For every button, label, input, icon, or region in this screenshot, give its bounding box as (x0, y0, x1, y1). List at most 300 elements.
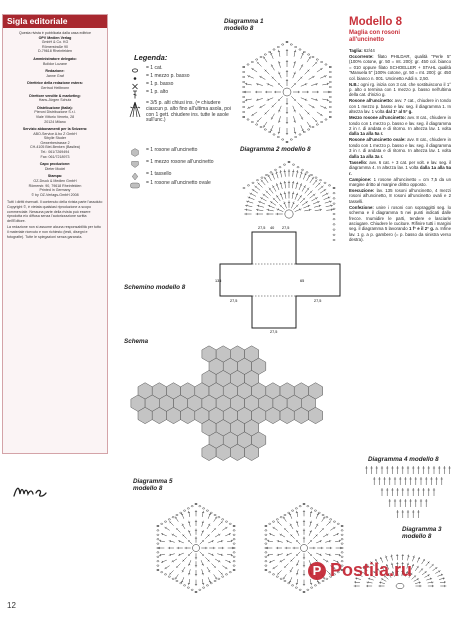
sigla-line-stampa-3: © by OZ-Verlags-GmbH 2008 (31, 192, 79, 197)
chain-mark (265, 530, 267, 531)
chain-mark (307, 589, 309, 590)
diagram-2-title-line1: Diagramma 2 modello 8 (240, 146, 311, 153)
sigla-line-admin-0: Bolidor Luzane (43, 61, 67, 66)
chain-mark (251, 121, 253, 122)
chain-mark (265, 534, 267, 535)
sigla-line-direzione-0: Gertrud Heilbronn (40, 85, 70, 90)
chain-mark (282, 139, 284, 140)
stitch-mark (293, 72, 296, 78)
chain-mark (315, 177, 317, 178)
stitch-bar (296, 522, 298, 523)
stitch-mark (324, 197, 331, 200)
chain-mark (273, 134, 275, 135)
sigla-line-publisher-2: D-79618 Rheinfelden (38, 49, 72, 54)
ring-center (285, 210, 293, 218)
stitch-mark (310, 194, 316, 198)
stitch-bar (215, 578, 217, 579)
chain-mark (265, 565, 267, 566)
stitch-mark (307, 56, 311, 62)
chain-mark (333, 193, 335, 194)
stitch-mark (178, 541, 184, 543)
chain-mark (288, 161, 290, 162)
stitch-mark (320, 528, 324, 532)
chain-mark (243, 106, 245, 107)
stitch-bar (294, 121, 296, 122)
stitch-mark (313, 201, 320, 204)
stitch-mark (285, 169, 286, 176)
stitch-mark (205, 534, 209, 538)
stitch-mark (277, 541, 283, 543)
chain-mark (316, 124, 318, 125)
chain-mark (243, 81, 245, 82)
chain-mark (243, 187, 245, 188)
stitch-mark (326, 210, 333, 211)
chain-mark (303, 51, 305, 52)
chain-mark (168, 519, 170, 520)
modello-8-instructions (349, 48, 451, 243)
stitch-mark (296, 182, 298, 189)
chain-mark (341, 539, 343, 540)
legend-item-mezzo-rosone (124, 160, 234, 169)
stitch-mark (277, 554, 283, 556)
stitch-bar (309, 57, 311, 58)
stitch-bar (252, 68, 253, 70)
sigla-block-direzione (7, 81, 103, 90)
stitch-bar (276, 196, 278, 197)
stitch-bar (188, 573, 190, 574)
chain-mark (312, 56, 314, 57)
chain-mark (311, 508, 313, 509)
legend-text-rosone-ovale: = 1 rosone all'uncinetto ovale (146, 180, 211, 186)
chain-mark (243, 101, 245, 102)
chain-mark (256, 59, 258, 60)
chain-mark (282, 44, 284, 45)
schema-hexagon-layout (128, 344, 348, 478)
stitch-mark (302, 201, 308, 205)
sigla-line-abbonamenti-1: Sibylle Studer (43, 136, 67, 141)
stitch-mark (367, 582, 373, 583)
stitch-mark (280, 182, 282, 189)
stitch-mark (227, 541, 233, 542)
chain-mark (265, 569, 267, 570)
stitch-mark (202, 569, 204, 575)
stitch-mark (251, 112, 257, 116)
stitch-mark (182, 557, 186, 561)
stitch-mark (267, 98, 273, 101)
chain-mark (157, 539, 159, 540)
diagram-1-title-line2: modello 8 (224, 25, 254, 32)
chain-mark (337, 523, 339, 524)
chain-mark (333, 198, 335, 199)
stitch-mark (271, 125, 274, 131)
stitch-mark (258, 201, 265, 204)
chain-mark (233, 539, 235, 540)
chain-mark (325, 119, 327, 120)
stitch-bar (170, 554, 171, 556)
chain-mark (187, 508, 189, 509)
schemino-title (124, 284, 185, 291)
chain-mark (176, 514, 178, 515)
legend-title: Legenda: (134, 53, 168, 62)
instruction-paragraph: Occorrente: filato PHILDAR, qualità "Perle 5" (100% cotone, gr. 50 = mt. 200): gr. 450 col. bianco = 010 oppure filato SCHOELLER + STAHL qualità "Manuela 5" (100% cotone, gr. 50 = mt. 200): gr. 450 col. bianco n. 001. Uncinetto Addi n. 2,50. (349, 54, 451, 81)
chain-mark (269, 523, 271, 524)
stitch-mark (301, 98, 307, 101)
stitch-mark (176, 564, 180, 568)
chain-mark (279, 167, 281, 168)
chain-mark (333, 187, 335, 188)
chain-mark (243, 116, 245, 117)
stitch-mark (291, 83, 296, 88)
stitch-mark (161, 560, 167, 562)
legend-text-rosone: = 1 rosone all'uncinetto (146, 147, 198, 153)
legend-item-rosone (124, 148, 234, 157)
stitch-mark (208, 577, 210, 583)
stitch-mark (303, 205, 310, 208)
stitch-mark (307, 122, 311, 128)
stitch-mark (279, 50, 280, 57)
chain-mark (272, 574, 274, 575)
stitch-mark (169, 541, 175, 543)
chain-mark (269, 51, 271, 52)
stitch-bar (202, 522, 204, 523)
stitch-mark (295, 209, 302, 212)
stitch-bar (165, 527, 166, 529)
stitch-mark (333, 534, 339, 536)
stitch-mark (277, 570, 281, 574)
stitch-mark (271, 76, 276, 81)
instruction-paragraph: Confezione: unire i rosoni con sopraggitti seg. lo schema e il diagramma 5 nei punti indicati dalle frecce. Inumidire le parti, tendere e lasciarle asciugare. Chiudere le cuciture. Rifinire tutti i margini seg. il diagramma 5 lavorando 1 f° e il 2° g. a. Infine lav. 1 g. a p. gambero (= p. basso da sinistra verso destra). (349, 204, 451, 243)
sigla-line-distribuzione-2: 20124 Milano (44, 119, 66, 124)
stitch-mark (217, 541, 223, 543)
chain-mark (311, 587, 313, 588)
chain-mark (269, 572, 271, 573)
stitch-mark (201, 530, 203, 536)
stitch-mark (159, 541, 165, 542)
chain-mark (341, 543, 343, 544)
chain-mark (333, 213, 335, 214)
stitch-mark (297, 530, 299, 536)
stitch-bar (278, 62, 280, 63)
sigla-heading-stampa: Stampa: (47, 174, 63, 179)
chain-mark (225, 574, 227, 575)
stitch-mark (412, 556, 414, 562)
instruction-paragraph: N.B.: ogni rg. inizia con 3 cat. che sostituiscono il 1° p. alto o termina con 1 mezzo p. basso nell'ultima della cat. d'inizio g. (349, 81, 451, 98)
chain-mark (233, 552, 235, 553)
stitch-bar (221, 540, 222, 542)
legend-item-cluster (124, 101, 234, 124)
stitch-bar (324, 189, 325, 191)
stitch-mark (269, 534, 275, 536)
stitch-mark (202, 521, 204, 527)
legend-item-rosone-ovale (124, 181, 234, 190)
sigla-line-distribuzione-1: Viale Vittorio Veneto, 28 (35, 114, 75, 119)
diagram-4-title (368, 456, 439, 463)
stitch-mark (296, 540, 300, 544)
stitch-bar (294, 62, 296, 63)
stitch-bar (334, 527, 335, 529)
stitch-mark (313, 534, 317, 538)
stitch-mark (296, 552, 300, 556)
chain-mark (172, 578, 174, 579)
chain-mark (225, 521, 227, 522)
sigla-heading-distribuzione: Distribuzione (Italia): (37, 105, 73, 110)
stitch-mark (169, 554, 175, 556)
chain-mark (195, 503, 197, 504)
instruction-paragraph: Mezzo rosone all'uncinetto: avv. 8 cat., chiudere in tondo con 1 mezzo p. basso e lav. seg. il diagramma 2 in r. di andata e di ritorno. In altezza lav. 1 volta dalla 1a alla 5a r. (349, 115, 451, 137)
sigla-heading-redazione: Redazione: (45, 69, 65, 74)
sigla-line-redazione-0: Janne Graf (46, 73, 64, 78)
stitch-mark (212, 564, 216, 568)
stitch-mark (269, 560, 275, 562)
chain-mark (210, 512, 212, 513)
chain-mark (265, 556, 267, 557)
chain-mark (243, 76, 245, 77)
stitch-mark (159, 554, 165, 555)
stitch-mark (322, 84, 329, 85)
stitch-mark (314, 205, 321, 207)
stitch-mark (290, 557, 294, 561)
stitch-mark (293, 204, 298, 209)
chain-mark (195, 591, 197, 592)
instruction-paragraph: Tassello: avv. 6 cat. + 3 cat. per volt. e lav. seg. il diagramma 4. In altezza lav. 1 volta dalla 1a alla 5a r. (349, 159, 451, 176)
stitch-mark (284, 202, 287, 209)
stitch-mark (313, 179, 318, 185)
stitch-bar (310, 522, 312, 523)
stitch-mark (298, 195, 302, 201)
stitch-bar (300, 196, 302, 197)
chain-mark (264, 54, 266, 55)
chain-mark (319, 180, 321, 181)
chain-mark (303, 591, 305, 592)
stitch-mark (218, 521, 222, 525)
chain-mark (291, 510, 293, 511)
stitch-bar (175, 578, 177, 579)
stitch-bar (319, 205, 320, 207)
stitch-mark (437, 574, 443, 576)
stitch-mark (290, 577, 292, 583)
chain-mark (329, 76, 331, 77)
chain-mark (341, 552, 343, 553)
diagram-3-title-line1: Diagramma 3 (402, 526, 442, 533)
stitch-bar (321, 68, 322, 70)
legend-text-chain: = 1 cat. (146, 65, 163, 71)
stitch-mark (218, 570, 222, 574)
instruction-paragraph: Esecuzione: lav. 135 rosoni all'uncinetto, 4 mezzi rosoni all'uncinetto, 8 rosoni all'uncinetto ovali e 2 tasselli. (349, 187, 451, 204)
chain-mark (326, 517, 328, 518)
stitch-bar (221, 554, 222, 556)
stitch-bar (257, 83, 258, 85)
chain-mark (314, 585, 316, 586)
stitch-mark (440, 582, 446, 583)
schemino-dim-top-right: 27,5 (282, 226, 290, 230)
stitch-mark (299, 183, 302, 190)
stitch-mark (320, 76, 326, 79)
chain-mark (157, 569, 159, 570)
stitch-mark (302, 185, 306, 191)
chain-mark (233, 561, 235, 562)
sigla-line-publisher-1: Römerstraße 90 (42, 44, 68, 49)
stitch-mark (335, 541, 341, 542)
stitch-mark (182, 577, 184, 583)
chain-mark (218, 517, 220, 518)
stitch-mark (247, 76, 253, 79)
sigla-block-produzione (7, 162, 103, 171)
stitch-bar (330, 200, 331, 202)
tassello-symbol-icon (124, 172, 146, 181)
rosette (157, 503, 235, 592)
chain-mark (328, 185, 330, 186)
modello-8-subtitle (349, 30, 449, 44)
chain-mark (168, 576, 170, 577)
rosette (243, 41, 332, 142)
chain-mark (288, 512, 290, 513)
chain-mark (210, 583, 212, 584)
stitch-mark (290, 534, 294, 538)
stitch-mark (429, 564, 433, 568)
modello-8-subtitle-line2: all'uncinetto (349, 37, 385, 43)
stitch-mark (169, 570, 173, 574)
stitch-mark (279, 204, 284, 209)
stitch-mark (311, 98, 318, 100)
sigla-block-stampa (7, 174, 103, 197)
stitch-mark (200, 552, 204, 556)
chain-mark (172, 517, 174, 518)
watermark (308, 560, 412, 581)
chain-mark (157, 556, 159, 557)
stitch-mark (247, 106, 253, 109)
chain-mark (222, 576, 224, 577)
stitch-mark (320, 189, 326, 193)
stitch-mark (252, 189, 258, 193)
chain-mark (199, 506, 201, 507)
stitch-mark (312, 62, 317, 67)
stitch-mark (325, 201, 332, 203)
chain-mark (288, 583, 290, 584)
chain-mark (299, 589, 301, 590)
sigla-block-diritti (7, 94, 103, 103)
stitch-mark (326, 205, 333, 206)
sigla-band: Sigla editoriale (3, 15, 107, 28)
chain-mark (329, 96, 331, 97)
stitch-mark (225, 560, 231, 562)
stitch-mark (316, 513, 318, 519)
stitch-mark (263, 122, 267, 128)
sigla-heading-produzione: Capo produzione: (39, 162, 71, 167)
stitch-mark (312, 197, 318, 201)
stitch-mark (315, 210, 322, 211)
stitch-bar (312, 178, 314, 179)
half-rosone-symbol-icon (124, 160, 146, 169)
chain-mark (233, 530, 235, 531)
chain-mark (333, 219, 335, 220)
stitch-mark (251, 68, 257, 72)
chain-mark (280, 578, 282, 579)
stitch-mark (272, 185, 276, 191)
stitch-mark (304, 210, 311, 211)
stitch-mark (300, 198, 305, 203)
chain-mark (280, 517, 282, 518)
stitch-mark (202, 579, 203, 585)
stitch-mark (256, 84, 263, 86)
stitch-mark (300, 171, 302, 178)
chain-mark (269, 131, 271, 132)
stitch-bar (316, 83, 317, 85)
stitch-mark (291, 96, 296, 101)
chain-mark (291, 585, 293, 586)
sigla-line-publisher-0: GmbH & Co. KG (41, 40, 69, 45)
chain-mark (329, 116, 331, 117)
stitch-mark (317, 68, 323, 72)
chain-mark (297, 167, 299, 168)
diagram-4-chart (366, 466, 450, 526)
diagram-5-title-line2: modello 8 (133, 485, 163, 492)
stitch-mark (208, 541, 214, 543)
stitch-mark (280, 170, 281, 177)
stitch-bar (170, 540, 171, 542)
chain-mark (243, 96, 245, 97)
stitch-mark (264, 177, 268, 183)
chain-mark (161, 523, 163, 524)
stitch-mark (415, 582, 421, 583)
stitch-mark (297, 560, 299, 566)
stitch-bar (165, 567, 166, 569)
chain-mark (206, 585, 208, 586)
stitch-mark (310, 177, 314, 183)
chain-mark (292, 164, 294, 165)
sigla-heading-direzione: Direttrice della redazione estera: (27, 81, 83, 86)
stitch-bar (202, 573, 204, 574)
sigla-line-abbonamenti-4: Tel.: 061/7269494 (40, 150, 70, 155)
chain-mark (295, 508, 297, 509)
chain-mark (284, 580, 286, 581)
schemino-dim-top-mid: 40 (270, 226, 275, 230)
chain-mark (233, 543, 235, 544)
stitch-mark (280, 193, 283, 200)
stitch-mark (412, 575, 416, 579)
stitch-mark (256, 98, 263, 100)
chain-mark (214, 514, 216, 515)
stitch-mark (293, 169, 294, 176)
stitch-bar (309, 126, 311, 127)
stitch-mark (205, 557, 209, 561)
stitch-mark (244, 210, 251, 211)
sigla-block-redazione (7, 69, 103, 78)
chain-mark (290, 139, 292, 140)
stitch-bar (280, 183, 282, 184)
stitch-bar (226, 527, 227, 529)
stitch-mark (315, 182, 320, 187)
chain-mark (243, 86, 245, 87)
chain-mark (164, 574, 166, 575)
stitch-mark (268, 205, 275, 208)
chain-mark (321, 61, 323, 62)
chain-mark (157, 565, 159, 566)
legend-text-cluster: = 3/5 p. alti chiusi ins. (= chiudere ciascun p. alto fino all'ultima asola, poi con 1 gett. chiudere ins. tutte le asole sull'unc.) (146, 100, 231, 124)
stitch-mark (182, 513, 184, 519)
chain-mark (308, 129, 310, 130)
stitch-mark (188, 552, 192, 556)
chain-mark (299, 134, 301, 135)
stitch-mark (267, 84, 273, 87)
chain-mark (256, 124, 258, 125)
stitch-mark (246, 201, 253, 203)
stitch-bar (380, 581, 381, 583)
stitch-mark (256, 210, 263, 211)
chain-mark (206, 510, 208, 511)
stitch-mark (169, 521, 173, 525)
stitch-mark (279, 127, 280, 134)
chain-mark (329, 101, 331, 102)
